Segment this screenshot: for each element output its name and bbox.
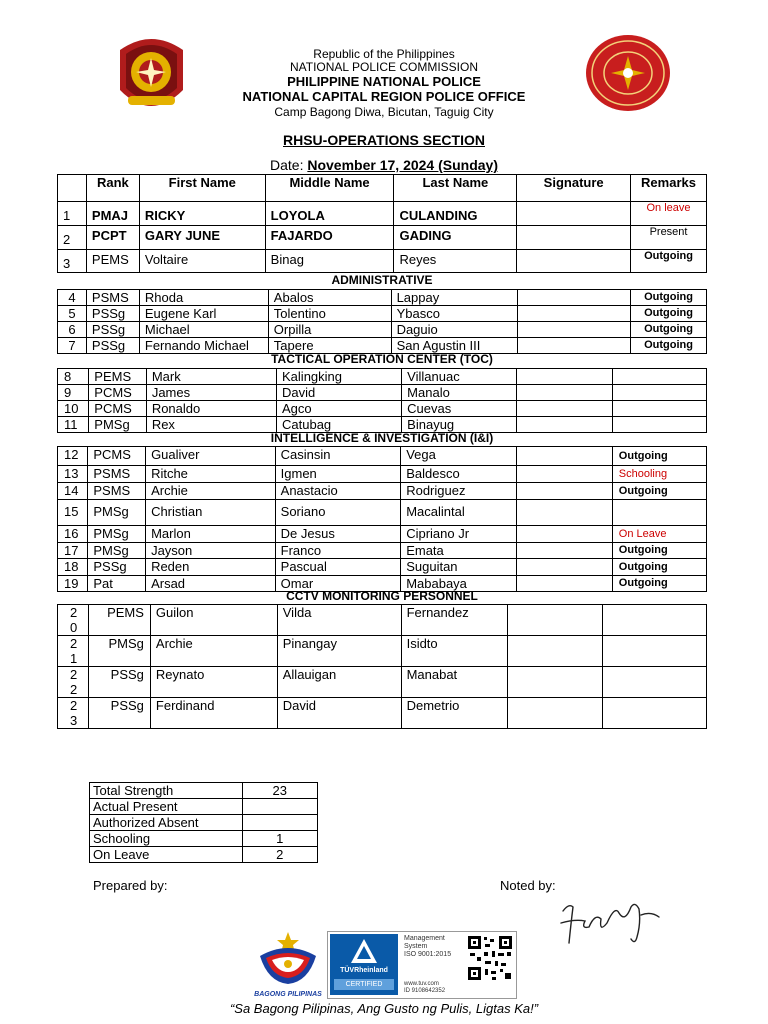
row-last-name: Vega — [401, 447, 516, 466]
row-remarks: Outgoing — [631, 306, 707, 322]
tuv-id-text: www.tuv.com ID 9108642352 — [404, 981, 446, 994]
row-last-name: Ybasco — [391, 306, 518, 322]
row-number: 19 — [58, 576, 88, 592]
table-row — [58, 605, 707, 636]
row-remarks: Outgoing — [631, 250, 707, 273]
section-title: RHSU-OPERATIONS SECTION — [283, 132, 485, 148]
summary-value: 2 — [242, 847, 317, 863]
row-remarks — [603, 667, 707, 698]
row-rank: Pat — [88, 576, 146, 592]
row-number: 5 — [58, 306, 87, 322]
row-first-name: Ferdinand — [150, 698, 277, 729]
row-first-name: James — [146, 385, 276, 401]
row-signature — [517, 385, 613, 401]
col-middle-name: Middle Name — [265, 175, 394, 202]
row-middle-name: Anastacio — [275, 483, 401, 500]
row-signature — [517, 226, 631, 250]
row-number: 12 — [58, 447, 88, 466]
row-first-name: Christian — [146, 500, 276, 526]
table-row — [58, 226, 707, 250]
row-middle-name: Pinangay — [277, 636, 401, 667]
row-last-name: Cuevas — [402, 401, 517, 417]
row-number: 2 0 — [58, 605, 89, 636]
row-middle-name: Igmen — [275, 466, 401, 483]
row-middle-name: LOYOLA — [265, 202, 394, 226]
row-rank: PMSg — [89, 417, 147, 433]
summary-label: Total Strength — [90, 783, 243, 799]
row-signature — [508, 698, 603, 729]
table-row — [58, 306, 707, 322]
summary-row — [90, 815, 318, 831]
row-middle-name: Abalos — [268, 290, 391, 306]
row-remarks — [613, 369, 707, 385]
table-row — [58, 401, 707, 417]
row-rank: PMSg — [88, 543, 146, 559]
row-middle-name: Tolentino — [268, 306, 391, 322]
summary-table — [89, 782, 318, 863]
row-middle-name: Allauigan — [277, 667, 401, 698]
row-last-name: Rodriguez — [401, 483, 516, 500]
row-first-name: Ritche — [146, 466, 276, 483]
date-label: Date: — [270, 157, 304, 173]
row-rank: PMSg — [88, 500, 146, 526]
summary-value: 23 — [242, 783, 317, 799]
row-number: 2 2 — [58, 667, 89, 698]
row-remarks: Present — [631, 226, 707, 250]
summary-row — [90, 783, 318, 799]
summary-row — [90, 799, 318, 815]
row-remarks: Outgoing — [631, 322, 707, 338]
row-signature — [516, 526, 612, 543]
row-first-name: RICKY — [139, 202, 265, 226]
section-administrative: ADMINISTRATIVE — [331, 273, 433, 287]
qr-code-icon — [467, 935, 513, 981]
row-rank: PSSg — [86, 338, 139, 354]
row-number: 8 — [58, 369, 89, 385]
header-napolcom: NATIONAL POLICE COMMISSION — [289, 60, 479, 74]
row-first-name: Voltaire — [139, 250, 265, 273]
row-last-name: Manalo — [402, 385, 517, 401]
cctv-table — [57, 604, 707, 729]
table-row — [58, 202, 707, 226]
bagong-pilipinas-logo — [252, 930, 324, 996]
signature-image — [555, 893, 665, 953]
row-remarks — [603, 605, 707, 636]
header-address: Camp Bagong Diwa, Bicutan, Taguig City — [274, 105, 494, 119]
row-rank: PSSg — [86, 322, 139, 338]
row-signature — [518, 306, 631, 322]
row-first-name: Arsad — [146, 576, 276, 592]
table-header-row — [58, 175, 707, 202]
row-last-name: Reyes — [394, 250, 517, 273]
row-remarks: Outgoing — [631, 290, 707, 306]
row-rank: PSSg — [88, 559, 146, 576]
row-remarks: Outgoing — [631, 338, 707, 354]
row-remarks: Outgoing — [612, 576, 706, 592]
col-last-name: Last Name — [394, 175, 517, 202]
row-first-name: Ronaldo — [146, 401, 276, 417]
row-last-name: Emata — [401, 543, 516, 559]
row-last-name: Macalintal — [401, 500, 516, 526]
row-middle-name: FAJARDO — [265, 226, 394, 250]
row-number: 13 — [58, 466, 88, 483]
row-first-name: Archie — [150, 636, 277, 667]
table-row — [58, 290, 707, 306]
row-number: 11 — [58, 417, 89, 433]
table-row — [58, 466, 707, 483]
row-middle-name: David — [277, 385, 402, 401]
row-number: 14 — [58, 483, 88, 500]
row-remarks — [613, 385, 707, 401]
summary-row — [90, 847, 318, 863]
prepared-by-label: Prepared by: — [93, 878, 168, 893]
row-rank: PMAJ — [86, 202, 139, 226]
row-signature — [516, 466, 612, 483]
table-row — [58, 369, 707, 385]
row-remarks — [613, 417, 707, 433]
row-rank: PSMS — [88, 483, 146, 500]
row-middle-name: Pascual — [275, 559, 401, 576]
row-first-name: Rhoda — [139, 290, 268, 306]
row-rank: PSSg — [88, 667, 150, 698]
row-remarks: Outgoing — [612, 543, 706, 559]
date-value: November 17, 2024 (Sunday) — [307, 157, 498, 173]
row-signature — [508, 636, 603, 667]
summary-value: 1 — [242, 831, 317, 847]
row-rank: PEMS — [88, 605, 150, 636]
row-rank: PEMS — [89, 369, 147, 385]
row-first-name: Gualiver — [146, 447, 276, 466]
row-first-name: Rex — [146, 417, 276, 433]
row-first-name: Reden — [146, 559, 276, 576]
row-middle-name: Catubag — [277, 417, 402, 433]
row-rank: PCMS — [89, 385, 147, 401]
tuv-brand: TÜVRheinland — [340, 967, 388, 974]
row-rank: PCMS — [88, 447, 146, 466]
summary-label: Actual Present — [90, 799, 243, 815]
table-row — [58, 447, 707, 466]
table-row — [58, 500, 707, 526]
row-rank: PMSg — [88, 526, 146, 543]
row-last-name: Manabat — [401, 667, 508, 698]
header-ncrpo: NATIONAL CAPITAL REGION POLICE OFFICE — [242, 89, 526, 104]
row-rank: PCMS — [89, 401, 147, 417]
row-remarks: On leave — [631, 202, 707, 226]
summary-label: On Leave — [90, 847, 243, 863]
section-intelligence: INTELLIGENCE & INVESTIGATION (I&I) — [270, 431, 494, 445]
admin-table — [57, 289, 707, 354]
row-remarks — [612, 500, 706, 526]
row-signature — [516, 543, 612, 559]
row-rank: PMSg — [88, 636, 150, 667]
row-signature — [508, 605, 603, 636]
row-last-name: Isidto — [401, 636, 508, 667]
row-rank: PSMS — [86, 290, 139, 306]
row-number: 15 — [58, 500, 88, 526]
tuv-certification-badge — [327, 931, 517, 999]
row-remarks — [603, 636, 707, 667]
row-first-name: GARY JUNE — [139, 226, 265, 250]
row-first-name: Marlon — [146, 526, 276, 543]
leaders-table — [57, 174, 707, 273]
row-middle-name: Kalingking — [277, 369, 402, 385]
footer-motto: “Sa Bagong Pilipinas, Ang Gusto ng Pulis, Ligtas Ka!” — [229, 1001, 539, 1016]
row-remarks — [603, 698, 707, 729]
row-rank: PSSg — [86, 306, 139, 322]
row-signature — [518, 322, 631, 338]
noted-by-label: Noted by: — [500, 878, 556, 893]
row-last-name: GADING — [394, 226, 517, 250]
col-signature: Signature — [517, 175, 631, 202]
row-first-name: Fernando Michael — [139, 338, 268, 354]
row-signature — [517, 250, 631, 273]
row-number: 2 — [58, 226, 87, 250]
table-row — [58, 698, 707, 729]
row-remarks: On Leave — [612, 526, 706, 543]
section-toc: TACTICAL OPERATION CENTER (TOC) — [271, 352, 493, 366]
row-last-name: Lappay — [391, 290, 518, 306]
row-number: 4 — [58, 290, 87, 306]
row-remarks: Schooling — [612, 466, 706, 483]
row-first-name: Reynato — [150, 667, 277, 698]
row-number: 3 — [58, 250, 87, 273]
row-last-name: Demetrio — [401, 698, 508, 729]
row-last-name: Baldesco — [401, 466, 516, 483]
bagong-pilipinas-label: BAGONG PILIPINAS — [254, 991, 322, 998]
row-first-name: Eugene Karl — [139, 306, 268, 322]
row-signature — [516, 500, 612, 526]
row-signature — [518, 290, 631, 306]
summary-label: Schooling — [90, 831, 243, 847]
row-rank: PSSg — [88, 698, 150, 729]
row-rank: PEMS — [86, 250, 139, 273]
row-remarks — [613, 401, 707, 417]
row-middle-name: Orpilla — [268, 322, 391, 338]
row-last-name: Suguitan — [401, 559, 516, 576]
row-last-name: Villanuac — [402, 369, 517, 385]
table-row — [58, 559, 707, 576]
row-rank: PSMS — [88, 466, 146, 483]
summary-value — [242, 815, 317, 831]
toc-table — [57, 368, 707, 433]
col-rank: Rank — [86, 175, 139, 202]
row-first-name: Mark — [146, 369, 276, 385]
header-republic: Republic of the Philippines — [313, 47, 455, 61]
table-row — [58, 667, 707, 698]
row-first-name: Jayson — [146, 543, 276, 559]
row-remarks: Outgoing — [612, 447, 706, 466]
ini-table — [57, 446, 707, 592]
summary-label: Authorized Absent — [90, 815, 243, 831]
row-signature — [517, 202, 631, 226]
row-rank: PCPT — [86, 226, 139, 250]
row-signature — [516, 559, 612, 576]
table-row — [58, 636, 707, 667]
summary-value — [242, 799, 317, 815]
section-cctv: CCTV MONITORING PERSONNEL — [286, 589, 478, 603]
row-number: 2 3 — [58, 698, 89, 729]
row-last-name: CULANDING — [394, 202, 517, 226]
row-remarks: Outgoing — [612, 483, 706, 500]
row-remarks: Outgoing — [612, 559, 706, 576]
row-middle-name: Vilda — [277, 605, 401, 636]
table-row — [58, 250, 707, 273]
row-middle-name: Soriano — [275, 500, 401, 526]
row-middle-name: David — [277, 698, 401, 729]
row-signature — [517, 401, 613, 417]
row-first-name: Michael — [139, 322, 268, 338]
row-number: 1 — [58, 202, 87, 226]
row-last-name: San Agustin III — [391, 338, 518, 354]
table-row — [58, 526, 707, 543]
row-signature — [516, 447, 612, 466]
tuv-management-text: Management System ISO 9001:2015 — [404, 935, 452, 958]
row-middle-name: Omar — [275, 576, 401, 592]
row-last-name: Daguio — [391, 322, 518, 338]
row-last-name: Fernandez — [401, 605, 508, 636]
table-row — [58, 322, 707, 338]
row-number: 17 — [58, 543, 88, 559]
date-line — [0, 158, 768, 172]
row-middle-name: Franco — [275, 543, 401, 559]
tuv-triangle-icon — [350, 938, 378, 964]
row-number: 18 — [58, 559, 88, 576]
row-number: 9 — [58, 385, 89, 401]
row-middle-name: Tapere — [268, 338, 391, 354]
row-signature — [518, 338, 631, 354]
row-number: 7 — [58, 338, 87, 354]
row-middle-name: De Jesus — [275, 526, 401, 543]
row-number: 2 1 — [58, 636, 89, 667]
row-last-name: Cipriano Jr — [401, 526, 516, 543]
col-first-name: First Name — [139, 175, 265, 202]
row-middle-name: Casinsin — [275, 447, 401, 466]
row-number: 16 — [58, 526, 88, 543]
row-signature — [516, 483, 612, 500]
row-first-name: Archie — [146, 483, 276, 500]
row-number: 10 — [58, 401, 89, 417]
table-row — [58, 483, 707, 500]
row-last-name: Mababaya — [401, 576, 516, 592]
summary-row — [90, 831, 318, 847]
col-remarks: Remarks — [631, 175, 707, 202]
row-number: 6 — [58, 322, 87, 338]
header-pnp: PHILIPPINE NATIONAL POLICE — [287, 74, 481, 89]
tuv-certified: CERTIFIED — [334, 979, 394, 990]
row-first-name: Guilon — [150, 605, 277, 636]
row-signature — [517, 369, 613, 385]
row-middle-name: Binag — [265, 250, 394, 273]
table-row — [58, 543, 707, 559]
row-middle-name: Agco — [277, 401, 402, 417]
row-signature — [508, 667, 603, 698]
row-last-name: Binayug — [402, 417, 517, 433]
tuv-logo-block — [330, 934, 398, 995]
table-row — [58, 385, 707, 401]
row-signature — [517, 417, 613, 433]
